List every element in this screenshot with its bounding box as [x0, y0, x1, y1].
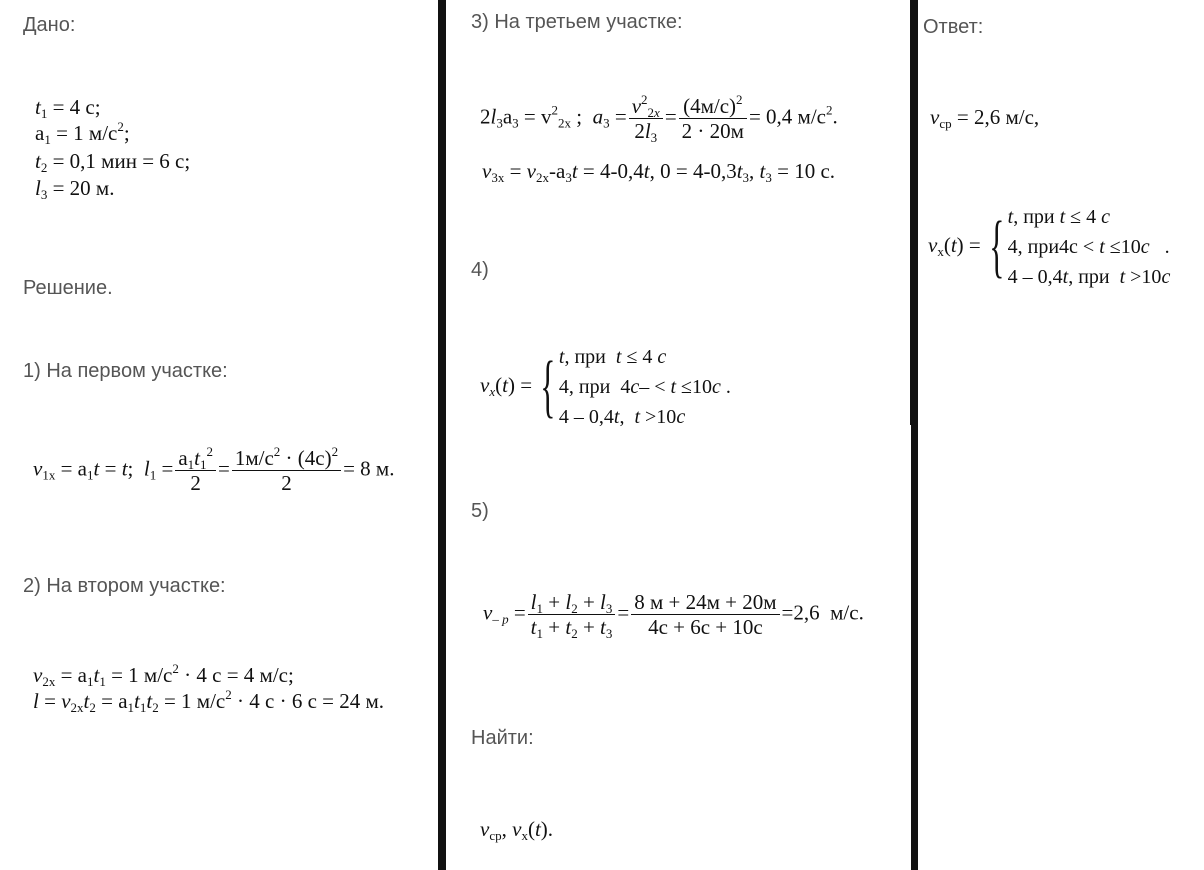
part1-heading: 1) На первом участке: [23, 360, 228, 382]
given-l3: $l_3 = 20$ м. [35, 176, 115, 202]
part3-equation-1: $2l_3a_3 = v^2_{2x}$ ; $a_3$ = $\frac{v^2_{2x}}{2l_3}$ = $\frac{(4м/с)^2}{2 \cdot 20м}$ = 0,4 $м/с^2$. [480, 92, 838, 145]
given-heading: Дано: [23, 14, 76, 36]
find-heading: Найти: [471, 727, 534, 749]
part3-equation-2: $v_{3x} = v_{2x}-a_3t = 4-0,4t$, $0 = 4-0,3t_3$, $t_3 = 10$ с. [482, 159, 836, 185]
column-divider-left [438, 0, 446, 870]
column-divider-right [910, 0, 918, 425]
solution-heading: Решение. [23, 277, 113, 299]
column-divider-right-lower [911, 425, 918, 870]
part2-equation-2: $l = v_{2x}t_2 = a_1t_1t_2 = 1$ $м/с^2 \cdot 4$ с · 6 с = 24 м. [33, 687, 385, 715]
part5-equation: $v_{- p}$ = $\frac{l_1 + l_2 + l_3}{t_1 + t_2 + t_3}$ = $\frac{8 м + 24м + 20м}{4с + 6с + 10с}$ =2,6 м/с. [483, 590, 864, 641]
part2-equation-1: $v_{2x} = a_1t_1 = 1$ $м/с^2 \cdot 4$ с = 4 м/с; [33, 661, 294, 689]
part2-heading: 2) На втором участке: [23, 575, 226, 597]
part4-equation: $v_x(t)$ = { t, при t ≤ 4 c 4, при 4c– < t ≤10c . 4 – 0,4t, t >10c [480, 346, 731, 428]
given-a1: $a_1 = 1$ $м/с^2$; [35, 119, 130, 147]
answer-heading: Ответ: [923, 16, 984, 38]
part1-equation: $v_{1x} = a_1t = t$; $l_1$ = $\frac{a_1t_1^2}{2}$ = $\frac{1м/с^2 \cdot (4с)^2}{2}$ = 8 м. [33, 444, 395, 495]
given-t1: $t_1 = 4$ с; [35, 95, 101, 121]
part3-heading: 3) На третьем участке: [471, 11, 683, 33]
part5-heading: 5) [471, 500, 489, 522]
find-equation: $v_{ср}$, $v_x(t)$. [480, 817, 554, 843]
answer-equation-1: $v_{ср} = 2,6$ м/с, [930, 105, 1040, 131]
answer-equation-2: $v_x(t)$ = { t, при t ≤ 4 c 4, при4с < t ≤10c . 4 – 0,4t, при t >10c [928, 206, 1171, 288]
given-t2: $t_2 = 0,1$ мин = 6 с; [35, 149, 191, 175]
part4-heading: 4) [471, 259, 489, 281]
